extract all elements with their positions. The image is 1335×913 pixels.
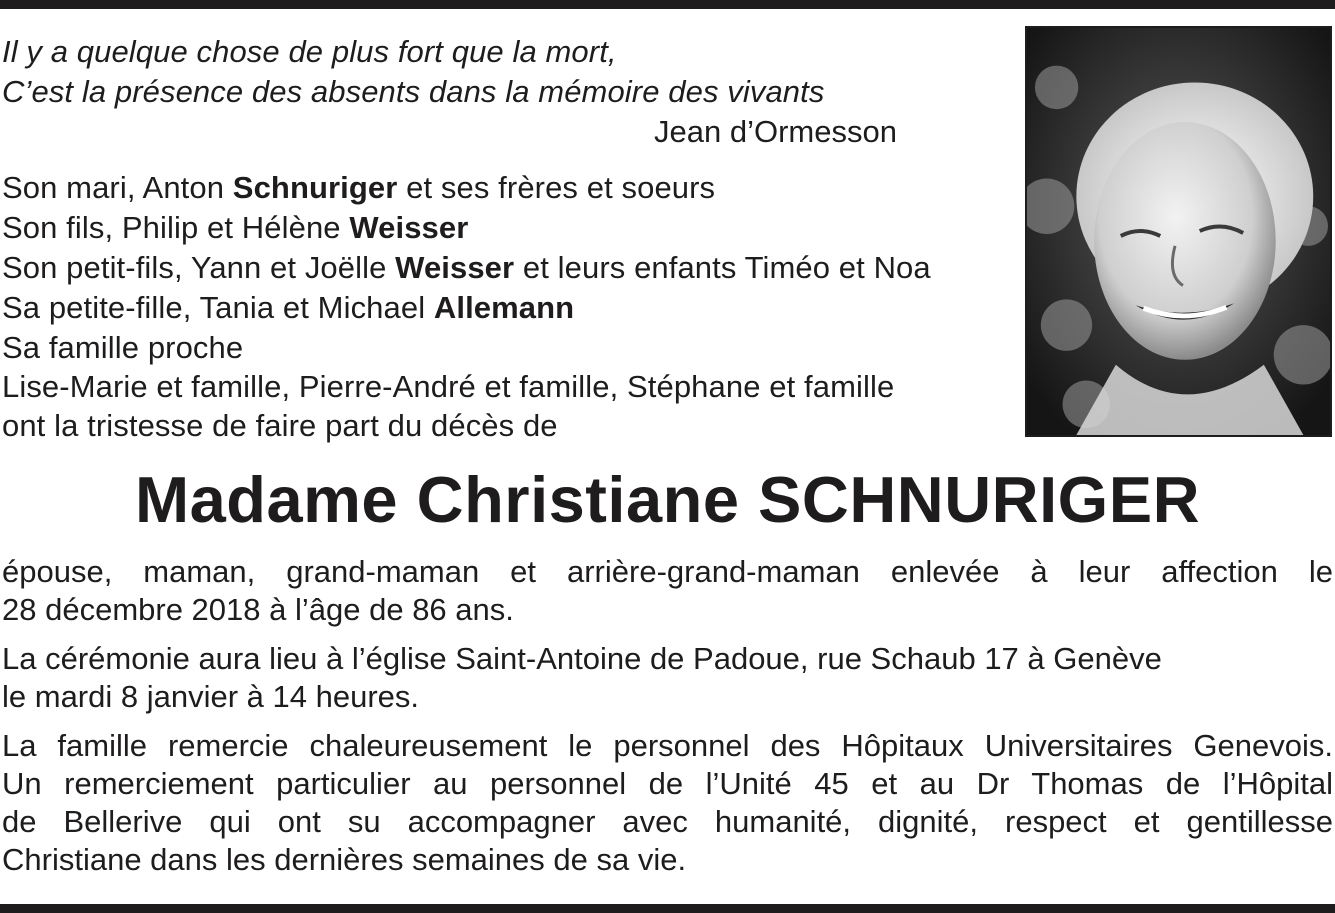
family-line: Sa petite-fille, Tania et Michael Allemann (2, 290, 575, 325)
quote-line-1: Il y a quelque chose de plus fort que la mort, (2, 34, 617, 69)
paragraph-line: le mardi 8 janvier à 14 heures. (2, 679, 420, 714)
paragraph-line: Un remerciement particulier au personnel de l’Unité 45 et au Dr Thomas de l’Hôpital (2, 766, 1333, 801)
paragraph-line: épouse, maman, grand-maman et arrière-grand-maman enlevée à leur affection le (2, 554, 1333, 589)
deceased-name: Madame Christiane SCHNURIGER (134, 463, 1201, 536)
family-line: ont la tristesse de faire part du décès de (2, 408, 558, 443)
family-line: Sa famille proche (2, 330, 244, 365)
top-rule (0, 0, 1335, 9)
paragraph-ceremony (2, 640, 1333, 716)
paragraph-thanks (2, 727, 1333, 879)
portrait-image (1027, 28, 1330, 435)
paragraph-announcement (2, 553, 1333, 629)
family-line: Lise-Marie et famille, Pierre-André et famille, Stéphane et famille (2, 369, 895, 404)
paragraph-line: La famille remercie chaleureusement le personnel des Hôpitaux Universitaires Genevois. (2, 728, 1333, 763)
quote-author: Jean d’Ormesson (654, 114, 897, 149)
paragraph-line: 28 décembre 2018 à l’âge de 86 ans. (2, 592, 514, 627)
paragraph-line: La cérémonie aura lieu à l’église Saint-Antoine de Padoue, rue Schaub 17 à Genève (2, 641, 1162, 676)
family-line: Son fils, Philip et Hélène Weisser (2, 210, 469, 245)
quote-line-2: C’est la présence des absents dans la mémoire des vivants (2, 74, 825, 109)
family-line: Son petit-fils, Yann et Joëlle Weisser et leurs enfants Timéo et Noa (2, 250, 931, 285)
paragraph-line: Christiane dans les dernières semaines de sa vie. (2, 842, 687, 877)
paragraph-line: de Bellerive qui ont su accompagner avec humanité, dignité, respect et gentillesse (2, 804, 1333, 839)
family-line: Son mari, Anton Schnuriger et ses frères et soeurs (2, 170, 716, 205)
bottom-rule (0, 904, 1335, 913)
portrait-photo (1025, 26, 1332, 437)
